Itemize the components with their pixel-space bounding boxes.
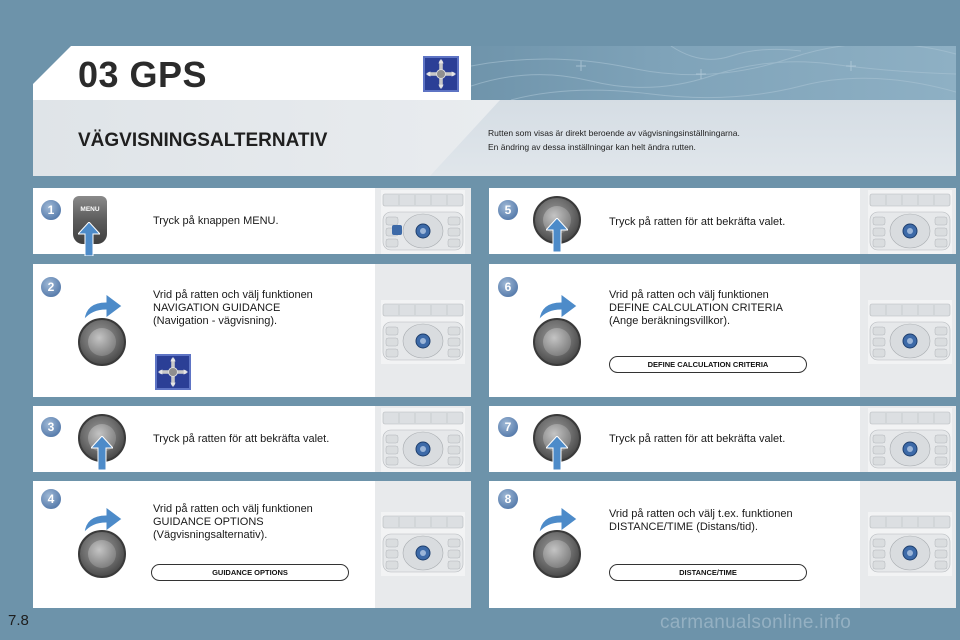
console-diagram — [381, 190, 465, 254]
step-number-badge: 3 — [40, 416, 62, 438]
step-number-badge: 5 — [497, 199, 519, 221]
push-arrow-icon — [78, 222, 100, 256]
header-map-decoration — [471, 46, 956, 100]
menu-key-highlight — [392, 225, 402, 235]
menu-option-pill: DISTANCE/TIME — [609, 564, 807, 581]
step-instruction: Vrid på ratten och välj funktionen DEFINE CALCULATION CRITERIA (Ange beräkningsvillkor). — [609, 289, 783, 327]
console-diagram — [381, 512, 465, 576]
rotary-knob-icon — [533, 530, 581, 578]
console-diagram — [868, 300, 952, 364]
step-instruction: Vrid på ratten och välj t.ex. funktionen DISTANCE/TIME (Distans/tid). — [609, 508, 793, 533]
watermark: carmanualsonline.info — [660, 612, 852, 633]
page-number: 7.8 — [8, 612, 29, 629]
step-number-badge: 1 — [40, 199, 62, 221]
step-number-badge: 6 — [497, 276, 519, 298]
console-diagram — [868, 190, 952, 254]
rotary-knob-icon — [78, 530, 126, 578]
menu-button: MENU — [73, 196, 107, 244]
console-diagram — [868, 408, 952, 472]
menu-option-pill: DEFINE CALCULATION CRITERIA — [609, 356, 807, 373]
console-diagram — [868, 512, 952, 576]
gps-crosshair-icon — [155, 354, 191, 390]
chapter-title: 03 GPS — [78, 54, 208, 95]
menu-option-pill: GUIDANCE OPTIONS — [151, 564, 349, 581]
step-instruction: Tryck på ratten för att bekräfta valet. — [153, 433, 330, 445]
push-arrow-icon — [91, 436, 113, 470]
push-arrow-icon — [546, 218, 568, 252]
step-instruction: Vrid på ratten och välj funktionen NAVIGATION GUIDANCE (Navigation - vägvisning). — [153, 289, 313, 327]
console-diagram — [381, 300, 465, 364]
section-title: VÄGVISNINGSALTERNATIV — [78, 130, 328, 151]
step-instruction: Tryck på ratten för att bekräfta valet. — [609, 216, 786, 228]
step-number-badge: 4 — [40, 488, 62, 510]
step-instruction: Tryck på knappen MENU. — [153, 215, 279, 227]
step-instruction: Tryck på ratten för att bekräfta valet. — [609, 433, 786, 445]
rotary-knob-icon — [78, 318, 126, 366]
step-instruction: Vrid på ratten och välj funktionen GUIDANCE OPTIONS (Vägvisningsalternativ). — [153, 503, 313, 541]
push-arrow-icon — [546, 436, 568, 470]
step-number-badge: 2 — [40, 276, 62, 298]
rotary-knob-icon — [533, 318, 581, 366]
console-diagram — [381, 408, 465, 472]
gps-crosshair-icon — [423, 56, 459, 92]
step-number-badge: 8 — [497, 488, 519, 510]
step-number-badge: 7 — [497, 416, 519, 438]
intro-text: Rutten som visas är direkt beroende av vägvisningsinställningarna. En ändring av dessa inställningar kan helt ändra rutten. — [488, 128, 740, 152]
